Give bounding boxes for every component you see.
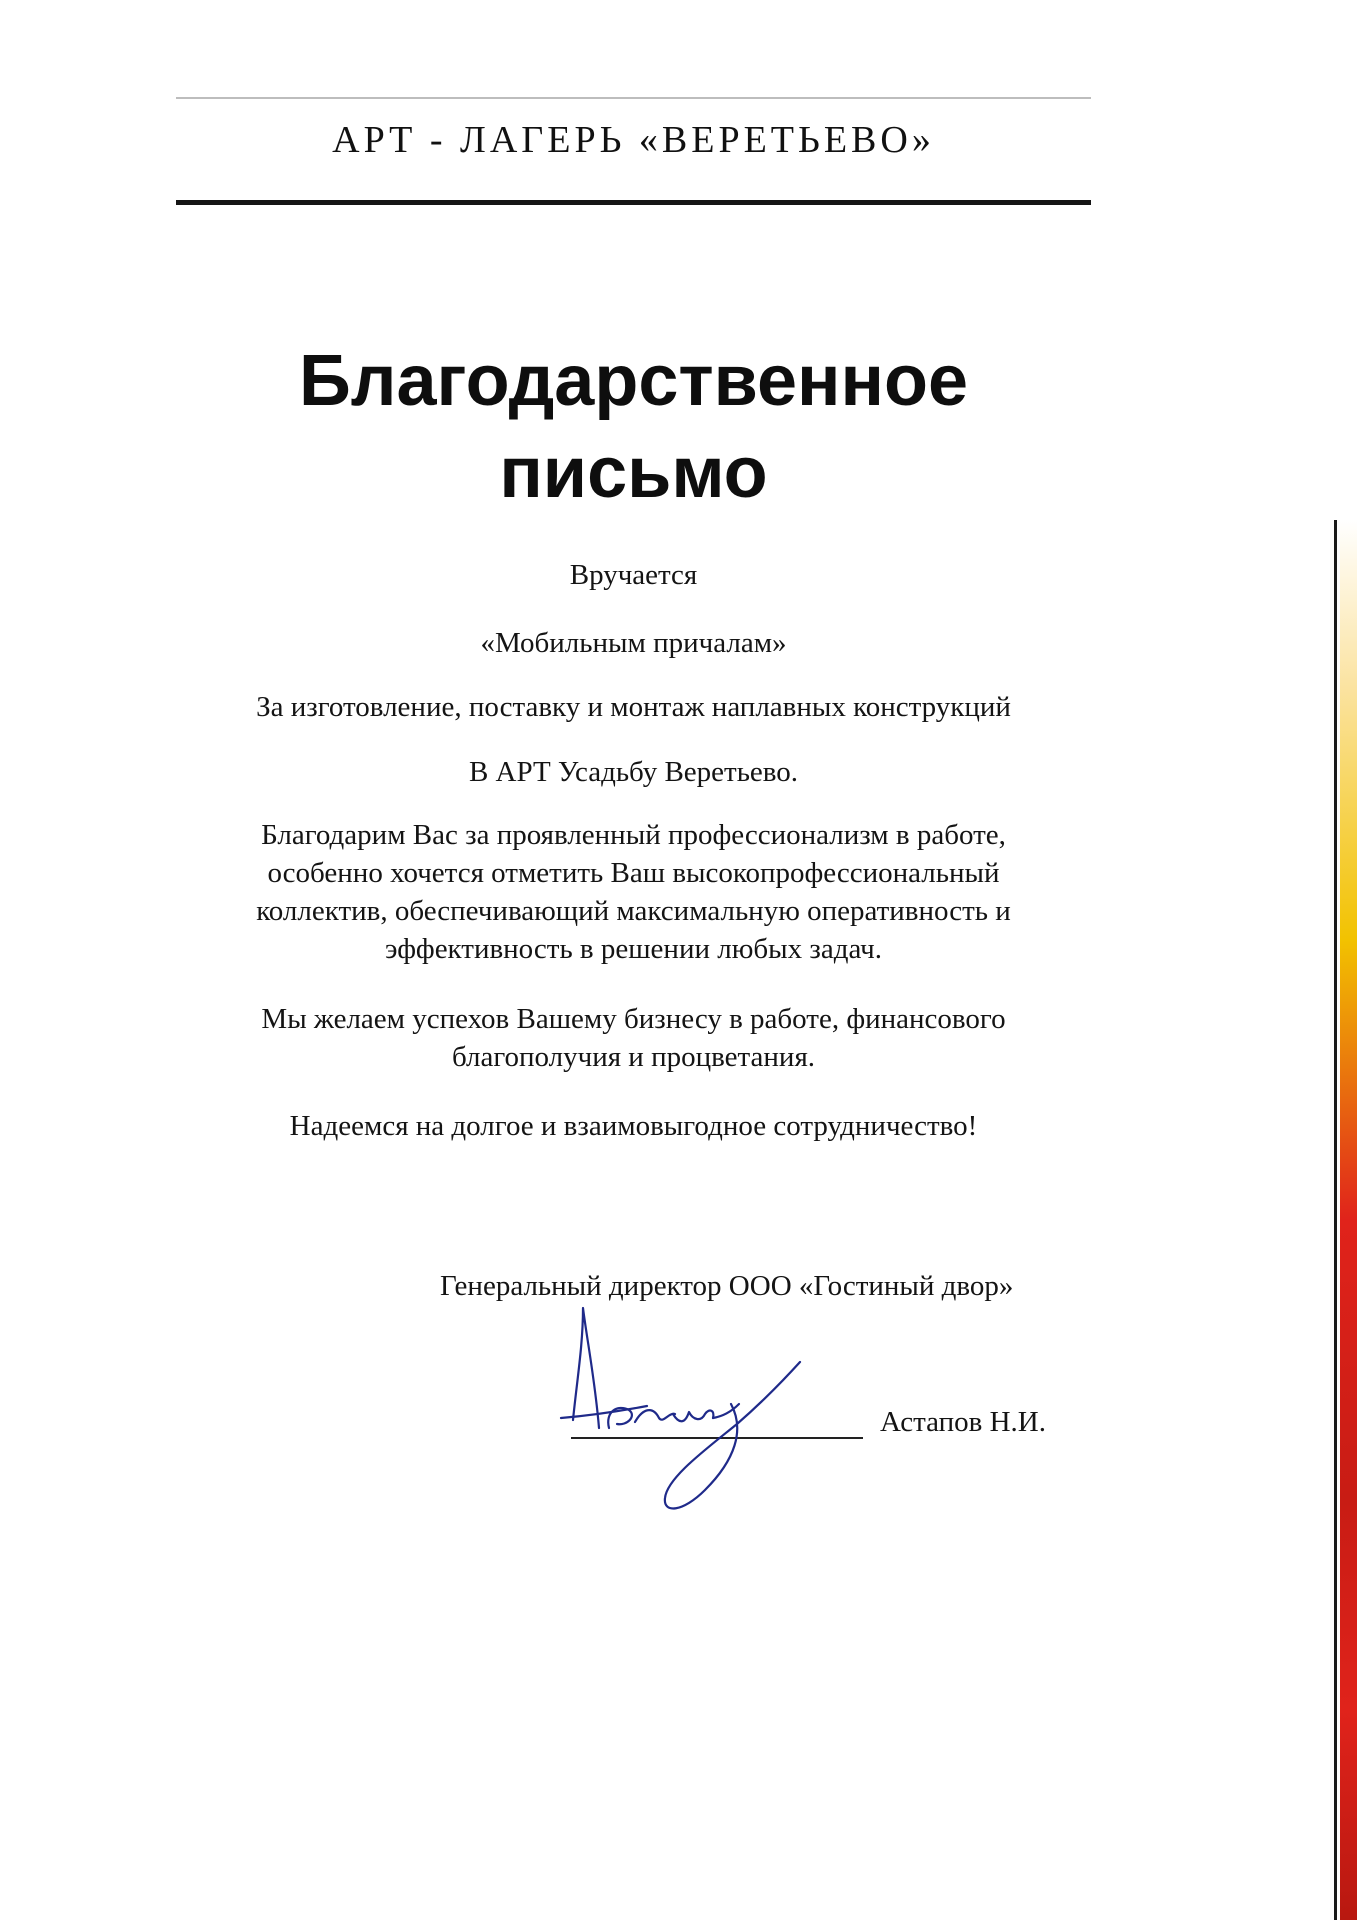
thanks-paragraph bbox=[176, 816, 1091, 968]
signer-name: Астапов Н.И. bbox=[880, 1406, 1046, 1438]
top-thin-rule bbox=[176, 97, 1091, 99]
thanks-line: эффективность в решении любых задач. bbox=[385, 933, 882, 965]
reason-text: За изготовление, поставку и монтаж наплавных конструкций bbox=[256, 691, 1011, 723]
thanks-line: особенно хочется отметить Ваш высокопрофессиональный bbox=[267, 857, 1000, 889]
awarded-text: Вручается bbox=[569, 559, 698, 591]
recipient-text: «Мобильным причалам» bbox=[480, 627, 787, 659]
thanks-line: коллектив, обеспечивающий максимальную оперативность и bbox=[256, 895, 1011, 927]
thanks-line: Благодарим Вас за проявленный профессионализм в работе, bbox=[261, 819, 1006, 851]
header-thick-rule bbox=[176, 200, 1091, 205]
scan-edge-stripe bbox=[1318, 520, 1357, 1920]
letter-title-line-2: письмо bbox=[499, 433, 768, 513]
organization-header: АРТ - ЛАГЕРЬ «ВЕРЕТЬЕВО» bbox=[332, 119, 935, 161]
signer-position: Генеральный директор ООО «Гостиный двор» bbox=[440, 1270, 1014, 1302]
wishes-line: благополучия и процветания. bbox=[451, 1041, 816, 1073]
letter-title bbox=[176, 335, 1091, 519]
handwritten-signature bbox=[555, 1300, 815, 1530]
letter-title-line-1: Благодарственное bbox=[299, 341, 968, 421]
wishes-line: Мы желаем успехов Вашему бизнесу в работе, финансового bbox=[261, 1003, 1006, 1035]
wishes-paragraph bbox=[176, 1000, 1091, 1076]
place-text: В АРТ Усадьбу Веретьево. bbox=[468, 756, 799, 788]
closing-text: Надеемся на долгое и взаимовыгодное сотрудничество! bbox=[289, 1110, 978, 1142]
